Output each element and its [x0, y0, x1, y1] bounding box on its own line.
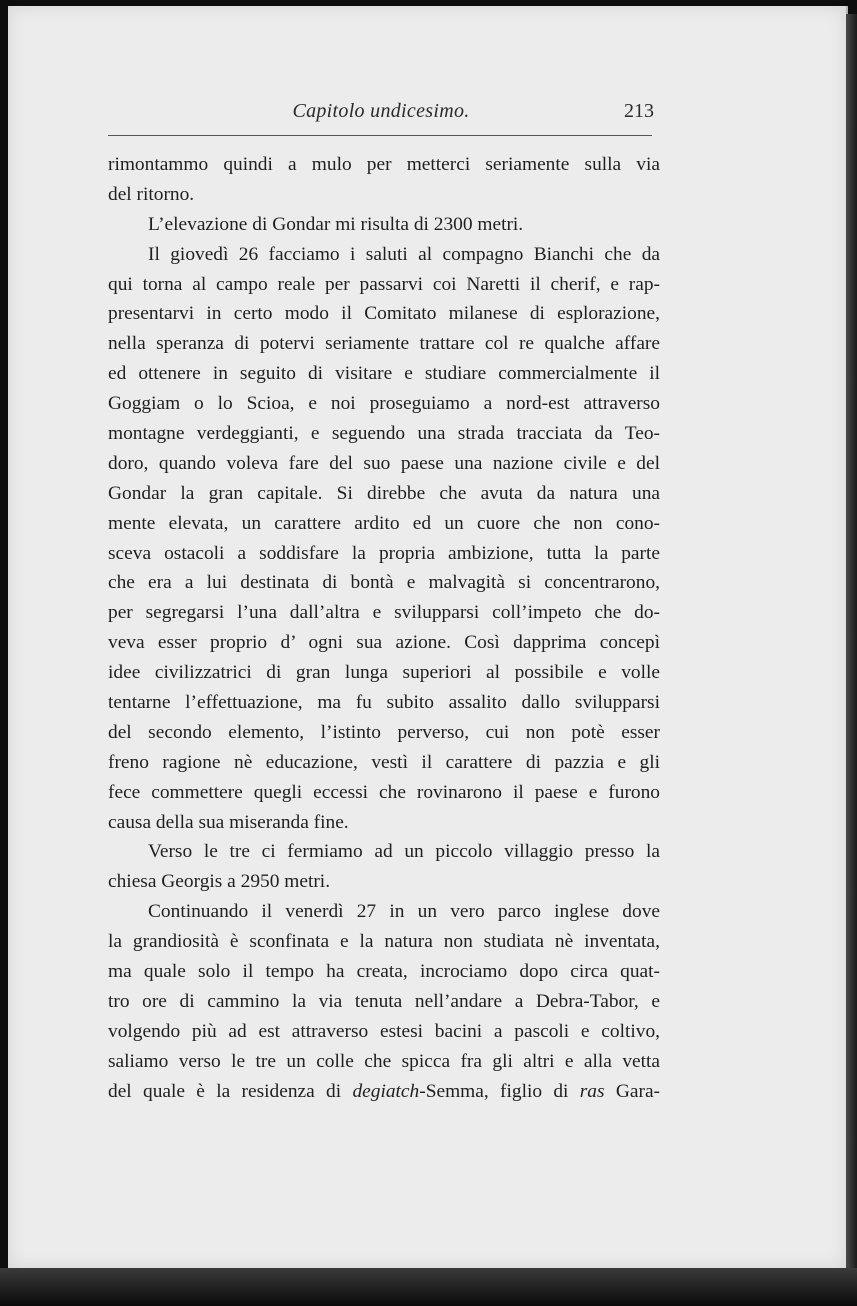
text-line: L’elevazione di Gondar mi risulta di 2300 metri.: [148, 213, 524, 235]
italic-term: ras: [579, 1080, 605, 1102]
chapter-title: Capitolo undicesimo.: [292, 100, 470, 122]
text-line-last: [108, 1077, 660, 1107]
text-line: Verso le tre ci fermiamo ad un piccolo villaggio presso la: [148, 841, 660, 863]
header-rule: [108, 135, 652, 136]
text-line: tentarne l’effettuazione, ma fu subito assalito dallo svilupparsi: [108, 692, 660, 714]
text-line: del secondo elemento, l’istinto perverso, cui non potè esser: [108, 721, 660, 743]
text-line: che era a lui destinata di bontà e malvagità si concentrarono,: [108, 572, 660, 594]
text-line: la grandiosità è sconfinata e la natura non studiata nè inventata,: [108, 931, 660, 953]
text-line: sceva ostacoli a soddisfare la propria ambizione, tutta la parte: [108, 542, 660, 564]
text-line: qui torna al campo reale per passarvi coi Naretti il cherif, e rap-: [108, 273, 660, 295]
text-line: presentarvi in certo modo il Comitato milanese di esplorazione,: [108, 303, 660, 325]
text-line: veva esser proprio d’ ogni sua azione. Così dapprima concepì: [108, 632, 660, 654]
text-line: Gondar la gran capitale. Si direbbe che avuta da natura una: [108, 482, 660, 504]
body-text: [108, 150, 660, 1107]
text-line: Goggiam o lo Scioa, e noi proseguiamo a nord-est attraverso: [108, 393, 660, 415]
text-line: rimontammo quindi a mulo per metterci seriamente sulla via: [108, 154, 660, 175]
page-edge: [846, 14, 857, 1270]
text-line: saliamo verso le tre un colle che spicca fra gli altri e alla vetta: [108, 1050, 660, 1072]
text-line: per segregarsi l’una dall’altra e svilupparsi coll’impeto che do-: [108, 602, 660, 624]
italic-term: degiatch: [352, 1080, 420, 1102]
text-line: chiesa Georgis a 2950 metri.: [108, 871, 331, 893]
text-line: Il giovedì 26 facciamo i saluti al compagno Bianchi che da: [148, 243, 660, 265]
text-line: ed ottenere in seguito di visitare e studiare commercialmente il: [108, 363, 660, 385]
text-line: doro, quando voleva fare del suo paese una nazione civile e del: [108, 452, 660, 474]
text-line: fece commettere quegli eccessi che rovinarono il paese e furono: [108, 781, 660, 803]
text-line: montagne verdeggianti, e seguendo una strada tracciata da Teo-: [108, 423, 660, 445]
text-line: Continuando il venerdì 27 in un vero parco inglese dove: [148, 901, 660, 923]
text-line: idee civilizzatrici di gran lunga superiori al possibile e volle: [108, 662, 660, 684]
page-number: 213: [624, 100, 654, 122]
text-line: freno ragione nè educazione, vestì il carattere di pazzia e gli: [108, 751, 660, 773]
text-segment: -Semma, figlio di: [419, 1080, 580, 1102]
text-segment: Gara-: [604, 1080, 660, 1102]
text-segment: del quale è la residenza di: [108, 1080, 353, 1102]
text-line: nella speranza di potervi seriamente trattare col re qualche affare: [108, 333, 660, 355]
text-line: mente elevata, un carattere ardito ed un cuore che non cono-: [108, 512, 660, 534]
book-bottom-edge: [0, 1268, 857, 1306]
text-line: volgendo più ad est attraverso estesi bacini a pascoli e coltivo,: [108, 1020, 660, 1042]
text-line: ma quale solo il tempo ha creata, incrociamo dopo circa quat-: [108, 961, 660, 983]
text-line: del ritorno.: [108, 183, 195, 205]
text-line: tro ore di cammino la via tenuta nell’andare a Debra-Tabor, e: [108, 990, 660, 1012]
running-head: [108, 96, 654, 132]
text-line: causa della sua miseranda fine.: [108, 811, 349, 833]
